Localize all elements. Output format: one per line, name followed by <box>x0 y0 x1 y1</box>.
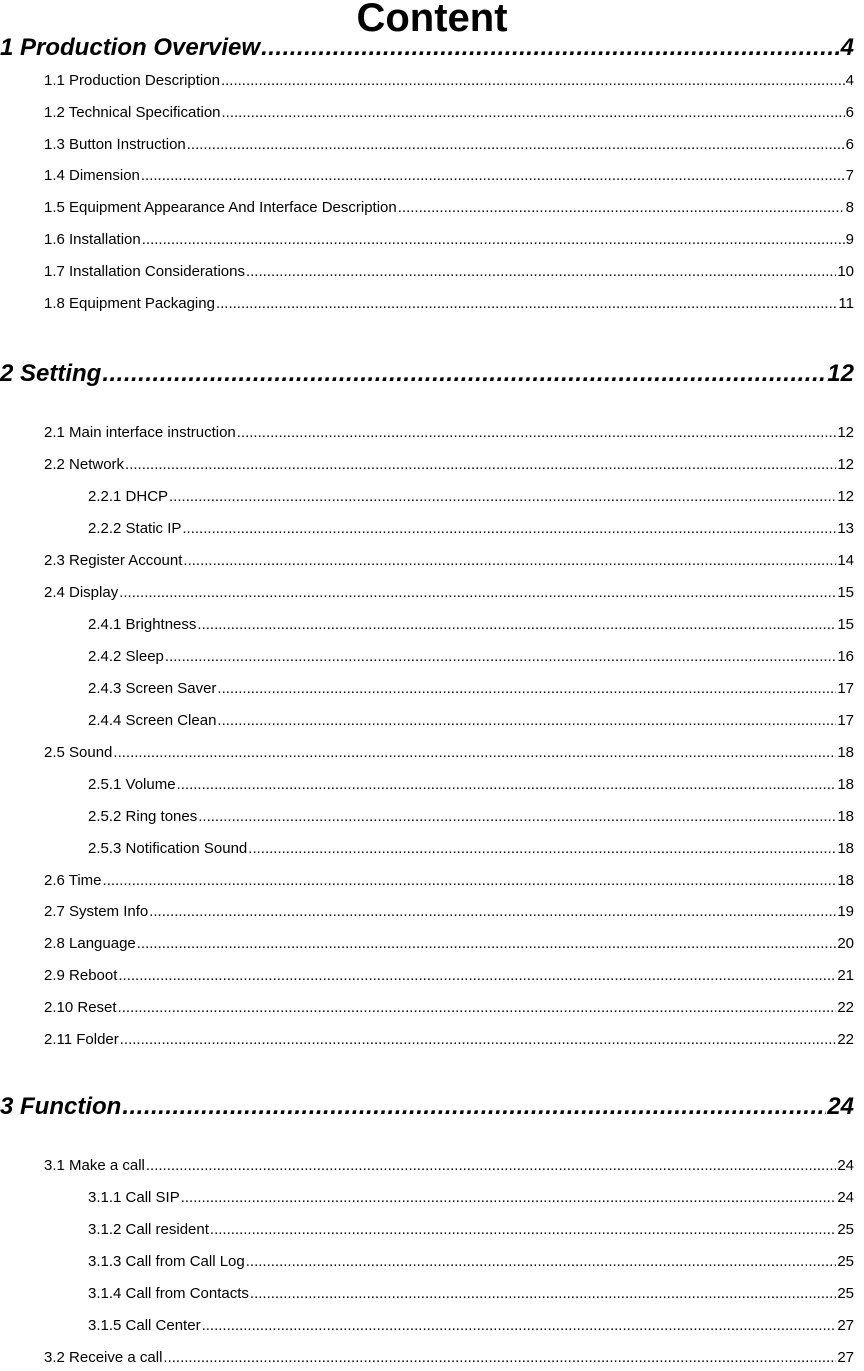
toc-section-entry[interactable] <box>44 1156 854 1176</box>
toc-entry-label: 3.1 Make a call <box>44 1157 145 1174</box>
toc-section-entry[interactable] <box>44 166 854 186</box>
toc-entry-label: 2.6 Time <box>44 872 102 889</box>
toc-entry-label: 2.2 Network <box>44 456 125 473</box>
toc-entry-page-number: 6 <box>845 104 854 121</box>
toc-leader-dots <box>248 839 836 859</box>
toc-entry-page-number: 10 <box>837 263 854 280</box>
toc-leader-dots <box>202 1316 837 1336</box>
toc-entry-label: 2.9 Reboot <box>44 967 118 984</box>
toc-entry-label: 2.4.2 Sleep <box>88 648 164 665</box>
toc-entry-page-number: 21 <box>837 967 854 984</box>
toc-entry-page-number: 22 <box>837 1031 854 1048</box>
toc-section-entry[interactable] <box>44 230 854 250</box>
toc-entry-label: 2.8 Language <box>44 935 136 952</box>
toc-section-entry[interactable] <box>44 198 854 218</box>
toc-entry-label: 1.6 Installation <box>44 231 141 248</box>
toc-entry-label: 1 Production Overview <box>0 34 261 61</box>
toc-entry-page-number: 16 <box>837 648 854 665</box>
toc-leader-dots <box>125 455 836 475</box>
toc-section-entry[interactable] <box>44 294 854 314</box>
toc-entry-page-number: 18 <box>837 872 854 889</box>
toc-entry-label: 2.4.1 Brightness <box>88 616 197 633</box>
toc-section-entry[interactable] <box>44 966 854 986</box>
toc-section-entry[interactable] <box>44 902 854 922</box>
toc-leader-dots <box>142 230 845 250</box>
toc-entry-page-number: 18 <box>837 776 854 793</box>
toc-entry-page-number: 14 <box>837 552 854 569</box>
toc-subsection-entry[interactable] <box>88 1220 854 1240</box>
toc-section-entry[interactable] <box>44 135 854 155</box>
toc-entry-label: 2.4.3 Screen Saver <box>88 680 217 697</box>
toc-subsection-entry[interactable] <box>88 839 854 859</box>
toc-leader-dots <box>237 423 837 443</box>
toc-subsection-entry[interactable] <box>88 711 854 731</box>
toc-leader-dots <box>181 1188 837 1208</box>
toc-entry-label: 2.7 System Info <box>44 903 149 920</box>
toc-entry-label: 1.8 Equipment Packaging <box>44 295 215 312</box>
toc-entry-label: 2.2.1 DHCP <box>88 488 169 505</box>
toc-entry-page-number: 17 <box>837 712 854 729</box>
toc-section-entry[interactable] <box>44 71 854 91</box>
toc-section-entry[interactable] <box>44 934 854 954</box>
toc-chapter-entry[interactable] <box>0 33 854 63</box>
toc-entry-page-number: 15 <box>837 584 854 601</box>
toc-subsection-entry[interactable] <box>88 1188 854 1208</box>
toc-entry-page-number: 22 <box>837 999 854 1016</box>
toc-subsection-entry[interactable] <box>88 647 854 667</box>
toc-entry-page-number: 19 <box>837 903 854 920</box>
toc-leader-dots <box>182 519 836 539</box>
toc-entry-label: 1.1 Production Description <box>44 72 220 89</box>
toc-leader-dots <box>146 1156 836 1176</box>
toc-leader-dots <box>165 647 836 667</box>
toc-entry-label: 2.4 Display <box>44 584 119 601</box>
toc-entry-label: 1.3 Button Instruction <box>44 136 186 153</box>
page-title: Content <box>356 0 508 40</box>
toc-chapter-entry[interactable] <box>0 359 854 389</box>
toc-entry-label: 3 Function <box>0 1093 122 1120</box>
toc-entry-page-number: 9 <box>845 231 854 248</box>
toc-leader-dots <box>177 775 837 795</box>
toc-entry-label: 2.5 Sound <box>44 744 113 761</box>
toc-section-entry[interactable] <box>44 262 854 282</box>
toc-leader-dots <box>149 902 836 922</box>
toc-chapter-entry[interactable] <box>0 1092 854 1122</box>
toc-subsection-entry[interactable] <box>88 519 854 539</box>
toc-entry-label: 2.4.4 Screen Clean <box>88 712 217 729</box>
toc-entry-label: 3.1.1 Call SIP <box>88 1189 180 1206</box>
toc-entry-label: 2.5.3 Notification Sound <box>88 840 248 857</box>
toc-entry-page-number: 27 <box>837 1349 854 1366</box>
toc-leader-dots <box>197 615 836 635</box>
toc-entry-page-number: 13 <box>837 520 854 537</box>
toc-leader-dots <box>102 359 826 389</box>
toc-entry-label: 2.1 Main interface instruction <box>44 424 236 441</box>
toc-section-entry[interactable] <box>44 871 854 891</box>
toc-entry-page-number: 6 <box>845 136 854 153</box>
toc-leader-dots <box>217 711 836 731</box>
toc-entry-label: 2.3 Register Account <box>44 552 183 569</box>
toc-leader-dots <box>119 583 836 603</box>
toc-entry-label: 3.1.3 Call from Call Log <box>88 1253 245 1270</box>
toc-entry-label: 2.5.2 Ring tones <box>88 808 198 825</box>
toc-subsection-entry[interactable] <box>88 1284 854 1304</box>
toc-section-entry[interactable] <box>44 103 854 123</box>
toc-entry-label: 2.10 Reset <box>44 999 117 1016</box>
toc-subsection-entry[interactable] <box>88 807 854 827</box>
toc-entry-label: 3.2 Receive a call <box>44 1349 163 1366</box>
toc-leader-dots <box>210 1220 836 1240</box>
toc-entry-page-number: 25 <box>837 1221 854 1238</box>
toc-entry-page-number: 4 <box>845 72 854 89</box>
toc-leader-dots <box>198 807 836 827</box>
toc-leader-dots <box>246 1252 837 1272</box>
toc-leader-dots <box>118 998 837 1018</box>
toc-entry-page-number: 15 <box>837 616 854 633</box>
toc-subsection-entry[interactable] <box>88 615 854 635</box>
toc-section-entry[interactable] <box>44 583 854 603</box>
toc-section-entry[interactable] <box>44 743 854 763</box>
toc-subsection-entry[interactable] <box>88 679 854 699</box>
toc-entry-page-number: 25 <box>837 1253 854 1270</box>
toc-leader-dots <box>120 1030 837 1050</box>
toc-entry-page-number: 12 <box>837 424 854 441</box>
toc-entry-page-number: 18 <box>837 840 854 857</box>
toc-entry-label: 1.2 Technical Specification <box>44 104 221 121</box>
toc-entry-page-number: 24 <box>827 1093 854 1120</box>
toc-leader-dots <box>261 33 840 63</box>
toc-leader-dots <box>141 166 845 186</box>
toc-entry-page-number: 4 <box>840 34 854 61</box>
toc-entry-page-number: 8 <box>845 199 854 216</box>
toc-entry-label: 2 Setting <box>0 360 102 387</box>
toc-entry-label: 1.4 Dimension <box>44 167 140 184</box>
toc-subsection-entry[interactable] <box>88 487 854 507</box>
toc-section-entry[interactable] <box>44 551 854 571</box>
toc-subsection-entry[interactable] <box>88 775 854 795</box>
toc-entry-page-number: 12 <box>827 360 854 387</box>
toc-section-entry[interactable] <box>44 998 854 1018</box>
toc-entry-label: 3.1.4 Call from Contacts <box>88 1285 249 1302</box>
toc-leader-dots <box>113 743 836 763</box>
toc-entry-page-number: 24 <box>837 1157 854 1174</box>
toc-entry-page-number: 18 <box>837 744 854 761</box>
toc-leader-dots <box>183 551 836 571</box>
toc-entry-page-number: 20 <box>837 935 854 952</box>
toc-leader-dots <box>103 871 837 891</box>
toc-entry-page-number: 27 <box>837 1317 854 1334</box>
toc-entry-page-number: 25 <box>837 1285 854 1302</box>
toc-section-entry[interactable] <box>44 1348 854 1368</box>
toc-entry-page-number: 11 <box>838 295 854 312</box>
toc-leader-dots <box>398 198 845 218</box>
toc-leader-dots <box>187 135 845 155</box>
toc-leader-dots <box>118 966 836 986</box>
toc-entry-page-number: 17 <box>837 680 854 697</box>
toc-entry-page-number: 24 <box>837 1189 854 1206</box>
toc-leader-dots <box>250 1284 836 1304</box>
toc-subsection-entry[interactable] <box>88 1316 854 1336</box>
toc-entry-page-number: 12 <box>837 456 854 473</box>
toc-entry-label: 1.5 Equipment Appearance And Interface Description <box>44 199 397 216</box>
toc-leader-dots <box>216 294 837 314</box>
toc-leader-dots <box>163 1348 836 1368</box>
toc-leader-dots <box>221 71 845 91</box>
toc-entry-label: 3.1.5 Call Center <box>88 1317 201 1334</box>
toc-leader-dots <box>169 487 836 507</box>
toc-entry-label: 2.2.2 Static IP <box>88 520 182 537</box>
toc-leader-dots <box>122 1092 826 1122</box>
toc-entry-page-number: 12 <box>837 488 854 505</box>
toc-entry-page-number: 7 <box>845 167 854 184</box>
toc-entry-page-number: 18 <box>837 808 854 825</box>
toc-entry-label: 2.5.1 Volume <box>88 776 176 793</box>
toc-subsection-entry[interactable] <box>88 1252 854 1272</box>
toc-leader-dots <box>222 103 845 123</box>
toc-entry-label: 3.1.2 Call resident <box>88 1221 209 1238</box>
toc-section-entry[interactable] <box>44 1030 854 1050</box>
toc-entry-label: 2.11 Folder <box>44 1031 119 1048</box>
toc-section-entry[interactable] <box>44 423 854 443</box>
toc-entry-label: 1.7 Installation Considerations <box>44 263 245 280</box>
toc-leader-dots <box>137 934 837 954</box>
toc-leader-dots <box>217 679 836 699</box>
toc-leader-dots <box>246 262 836 282</box>
toc-section-entry[interactable] <box>44 455 854 475</box>
